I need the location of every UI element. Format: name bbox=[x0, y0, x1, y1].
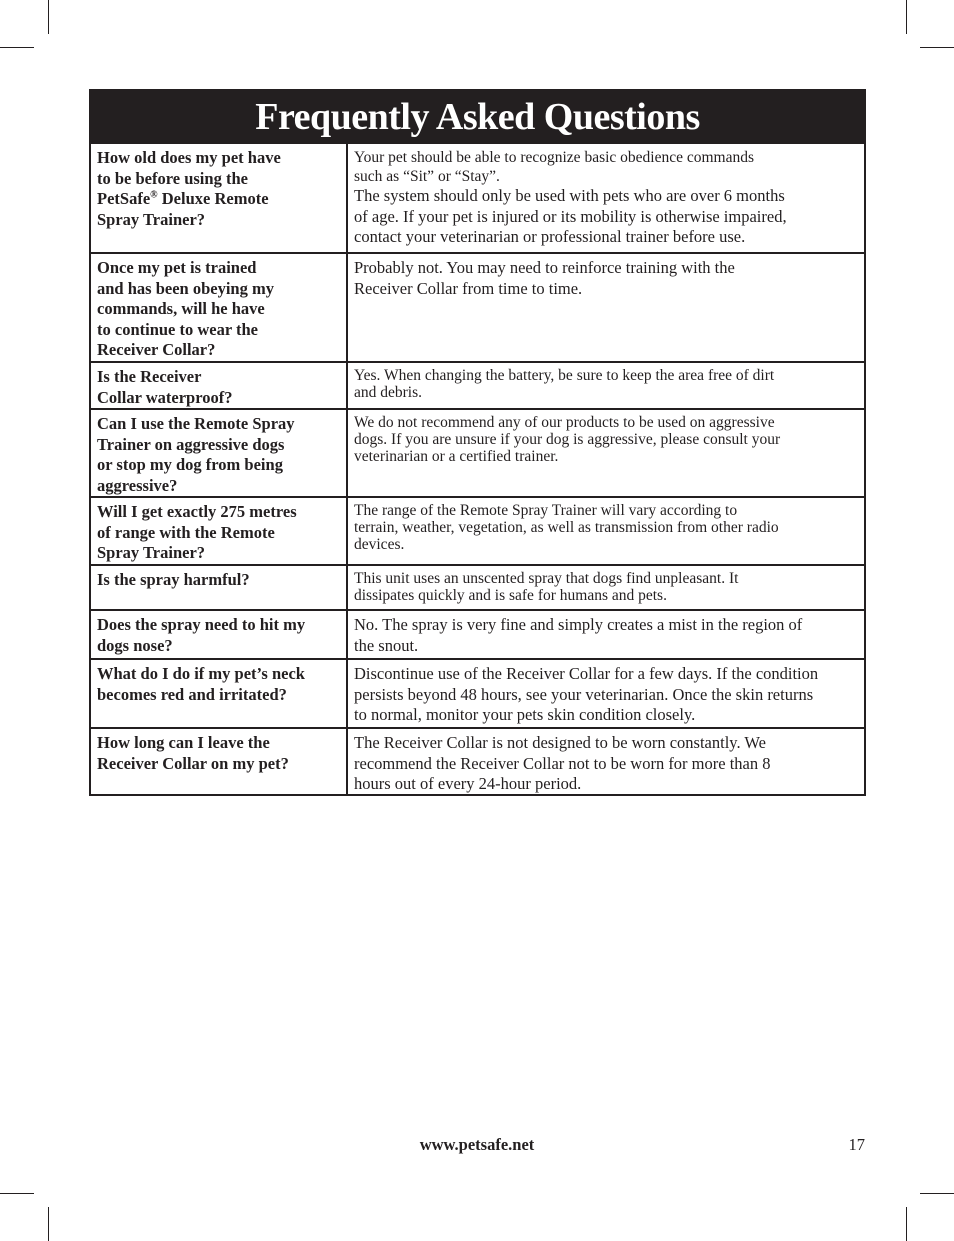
answer-line: The system should only be used with pets who are over 6 months bbox=[354, 186, 785, 205]
question-line: Can I use the Remote Spray bbox=[97, 414, 295, 433]
answer-line: Receiver Collar from time to time. bbox=[354, 278, 583, 298]
answer-line: Yes. When changing the battery, be sure to keep the area free of dirt bbox=[354, 367, 775, 384]
faq-answer bbox=[348, 729, 864, 794]
question-line: Is the Receiver bbox=[97, 367, 202, 386]
answer-line: to normal, monitor your pets skin condition closely. bbox=[354, 705, 696, 724]
question-line: commands, will he have bbox=[97, 299, 265, 318]
answer-line: of age. If your pet is injured or its mobility is otherwise impaired, bbox=[354, 206, 787, 226]
faq-question bbox=[91, 498, 348, 564]
question-line: dogs nose? bbox=[97, 635, 173, 655]
faq-answer bbox=[348, 566, 864, 609]
page-title: Frequently Asked Questions bbox=[91, 91, 864, 142]
brand-name: PetSafe bbox=[97, 189, 151, 208]
crop-mark bbox=[48, 0, 49, 34]
faq-row bbox=[91, 252, 864, 361]
question-line: Will I get exactly 275 metres bbox=[97, 502, 297, 521]
page-number: 17 bbox=[848, 1135, 865, 1154]
answer-line: The Receiver Collar is not designed to be worn constantly. We bbox=[354, 733, 766, 752]
registered-mark: ® bbox=[150, 189, 158, 201]
faq-answer bbox=[348, 611, 864, 658]
question-line: How long can I leave the bbox=[97, 733, 270, 752]
faq-question bbox=[91, 660, 348, 727]
answer-line: devices. bbox=[354, 536, 405, 553]
faq-row bbox=[91, 564, 864, 609]
faq-question bbox=[91, 410, 348, 496]
faq-question bbox=[91, 729, 348, 794]
answer-line: Discontinue use of the Receiver Collar for a few days. If the condition bbox=[354, 664, 819, 683]
question-line: Spray Trainer? bbox=[97, 209, 206, 229]
faq-row bbox=[91, 361, 864, 408]
question-line: and has been obeying my bbox=[97, 278, 274, 298]
faq-question bbox=[91, 144, 348, 252]
faq-table bbox=[89, 89, 866, 796]
question-line: Does the spray need to hit my bbox=[97, 615, 306, 634]
faq-row bbox=[91, 658, 864, 727]
answer-line: and debris. bbox=[354, 384, 423, 401]
answer-line: recommend the Receiver Collar not to be worn for more than 8 bbox=[354, 753, 771, 773]
answer-line: veterinarian or a certified trainer. bbox=[354, 448, 559, 465]
faq-answer bbox=[348, 498, 864, 564]
faq-row bbox=[91, 496, 864, 564]
question-line: How old does my pet have bbox=[97, 148, 281, 167]
answer-line: dissipates quickly and is safe for humans and pets. bbox=[354, 587, 667, 604]
question-line: aggressive? bbox=[97, 475, 178, 495]
question-line: Receiver Collar on my pet? bbox=[97, 753, 289, 773]
answer-line: We do not recommend any of our products to be used on aggressive bbox=[354, 414, 775, 431]
answer-line: terrain, weather, vegetation, as well as transmission from other radio bbox=[354, 519, 779, 536]
faq-answer bbox=[348, 144, 864, 252]
crop-mark bbox=[0, 1193, 34, 1194]
question-line: becomes red and irritated? bbox=[97, 684, 287, 704]
answer-line: persists beyond 48 hours, see your veterinarian. Once the skin returns bbox=[354, 684, 814, 704]
answer-line: Probably not. You may need to reinforce training with the bbox=[354, 258, 735, 277]
faq-row bbox=[91, 142, 864, 252]
answer-line: Your pet should be able to recognize basic obedience commands bbox=[354, 149, 755, 166]
faq-answer bbox=[348, 363, 864, 408]
faq-row bbox=[91, 727, 864, 794]
crop-mark bbox=[0, 47, 34, 48]
answer-line: contact your veterinarian or professional trainer before use. bbox=[354, 227, 746, 246]
crop-mark bbox=[920, 1193, 954, 1194]
question-line: of range with the Remote bbox=[97, 522, 275, 542]
question-line: What do I do if my pet’s neck bbox=[97, 664, 305, 683]
question-line: Deluxe Remote bbox=[157, 189, 269, 208]
answer-line: No. The spray is very fine and simply creates a mist in the region of bbox=[354, 615, 803, 634]
question-line: Spray Trainer? bbox=[97, 543, 206, 562]
footer-url: www.petsafe.net bbox=[419, 1135, 535, 1154]
faq-question bbox=[91, 363, 348, 408]
crop-mark bbox=[906, 1207, 907, 1241]
crop-mark bbox=[920, 47, 954, 48]
faq-question bbox=[91, 566, 348, 609]
answer-line: the snout. bbox=[354, 635, 419, 655]
faq-answer bbox=[348, 410, 864, 496]
faq-row bbox=[91, 609, 864, 658]
faq-question bbox=[91, 254, 348, 361]
crop-mark bbox=[906, 0, 907, 34]
question-line: Collar waterproof? bbox=[97, 387, 233, 407]
answer-line: such as “Sit” or “Stay”. bbox=[354, 168, 500, 185]
faq-row bbox=[91, 408, 864, 496]
question-line: Trainer on aggressive dogs bbox=[97, 434, 285, 454]
question-line: Is the spray harmful? bbox=[97, 570, 250, 589]
answer-line: hours out of every 24-hour period. bbox=[354, 774, 582, 793]
crop-mark bbox=[48, 1207, 49, 1241]
faq-answer bbox=[348, 254, 864, 361]
question-line: or stop my dog from being bbox=[97, 455, 283, 474]
question-line: to be before using the bbox=[97, 168, 248, 188]
question-line: to continue to wear the bbox=[97, 319, 259, 339]
answer-line: This unit uses an unscented spray that dogs find unpleasant. It bbox=[354, 570, 739, 587]
answer-line: dogs. If you are unsure if your dog is aggressive, please consult your bbox=[354, 431, 781, 448]
faq-answer bbox=[348, 660, 864, 727]
answer-line: The range of the Remote Spray Trainer will vary according to bbox=[354, 502, 738, 519]
question-line: Receiver Collar? bbox=[97, 340, 216, 359]
faq-question bbox=[91, 611, 348, 658]
question-line: Once my pet is trained bbox=[97, 258, 257, 277]
